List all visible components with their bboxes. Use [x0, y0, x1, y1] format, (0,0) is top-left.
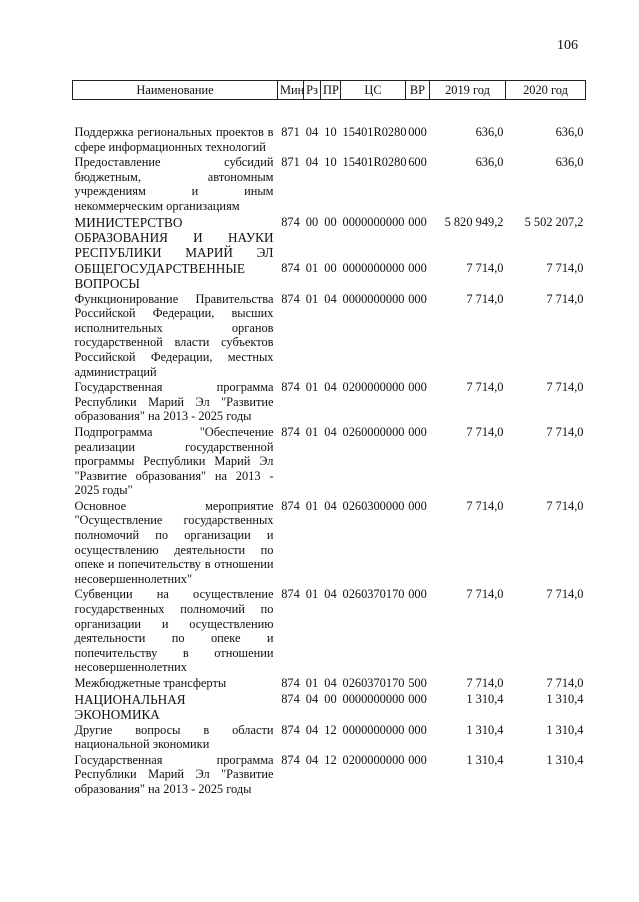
row-vr: 000 — [408, 380, 427, 395]
row-2020: 7 714,0 — [546, 291, 584, 306]
row-min: 871 — [281, 125, 300, 139]
row-2020: 5 502 207,2 — [524, 214, 584, 229]
row-pr: 12 — [324, 722, 337, 737]
row-2019: 1 310,4 — [466, 752, 504, 767]
row-cs: 15401R0280 — [342, 125, 407, 139]
row-rz: 04 — [305, 722, 319, 737]
row-cs: 0200000000 — [342, 752, 405, 767]
table-row — [73, 154, 586, 213]
row-rz: 04 — [305, 691, 319, 706]
row-pr: 04 — [324, 424, 337, 439]
row-2020: 7 714,0 — [546, 587, 584, 602]
header-vr: ВР — [406, 81, 430, 100]
table-row — [73, 291, 586, 380]
row-cs: 0260370170 — [342, 587, 405, 602]
row-2019: 5 820 949,2 — [444, 214, 504, 229]
table-row — [73, 586, 586, 675]
row-cs: 15401R0280 — [342, 155, 407, 170]
row-min: 874 — [281, 691, 300, 706]
row-vr: 000 — [408, 691, 427, 706]
row-pr: 04 — [324, 380, 337, 395]
table-row — [73, 675, 586, 691]
row-cs: 0260370170 — [342, 676, 405, 690]
row-2019: 7 714,0 — [466, 260, 504, 275]
row-2020: 7 714,0 — [546, 260, 584, 275]
table-header-row — [73, 81, 586, 100]
header-pr: ПР — [321, 81, 341, 100]
table-row — [73, 100, 586, 155]
row-pr: 04 — [324, 676, 337, 690]
table-row — [73, 722, 586, 752]
row-pr: 00 — [324, 691, 337, 706]
table-row — [73, 752, 586, 797]
row-2019: 7 714,0 — [466, 291, 504, 306]
row-min: 874 — [281, 722, 300, 737]
row-2020: 7 714,0 — [546, 380, 584, 395]
row-2019: 636,0 — [475, 155, 504, 170]
table-row — [73, 379, 586, 424]
row-2020: 1 310,4 — [546, 722, 584, 737]
row-2019: 1 310,4 — [466, 722, 504, 737]
row-vr: 000 — [408, 260, 427, 275]
row-vr: 000 — [408, 752, 427, 767]
row-cs: 0000000000 — [342, 214, 405, 229]
row-min: 874 — [281, 424, 300, 439]
row-rz: 04 — [305, 752, 319, 767]
row-pr: 10 — [324, 155, 337, 170]
row-rz: 01 — [305, 676, 319, 690]
header-min: Мин — [278, 81, 304, 100]
row-rz: 04 — [305, 125, 319, 139]
row-name: МИНИСТЕРСТВО ОБРАЗОВАНИЯ И НАУКИ РЕСПУБЛИКИ МАРИЙ ЭЛ — [74, 214, 274, 260]
row-cs: 0000000000 — [342, 260, 405, 275]
row-cs: 0000000000 — [342, 691, 405, 706]
row-min: 871 — [281, 155, 300, 170]
table-row — [73, 424, 586, 498]
row-rz: 04 — [305, 155, 319, 170]
table-row — [73, 260, 586, 291]
row-rz: 01 — [305, 498, 319, 513]
header-rz: Рз — [304, 81, 321, 100]
row-name: Другие вопросы в области национальной экономики — [74, 722, 274, 752]
row-pr: 10 — [324, 125, 337, 139]
page-number: 106 — [557, 38, 578, 53]
row-2019: 7 714,0 — [466, 676, 504, 690]
table-row — [73, 498, 586, 587]
row-min: 874 — [281, 291, 300, 306]
row-min: 874 — [281, 380, 300, 395]
row-2020: 636,0 — [555, 155, 584, 170]
row-cs: 0260000000 — [342, 424, 405, 439]
row-rz: 01 — [305, 380, 319, 395]
row-vr: 600 — [408, 155, 427, 170]
row-pr: 04 — [324, 587, 337, 602]
row-2020: 1 310,4 — [546, 691, 584, 706]
row-name: ОБЩЕГОСУДАРСТВЕННЫЕ ВОПРОСЫ — [74, 260, 245, 291]
row-2020: 7 714,0 — [546, 498, 584, 513]
row-min: 874 — [281, 498, 300, 513]
table-row — [73, 214, 586, 260]
header-2020: 2020 год — [506, 81, 586, 100]
row-cs: 0000000000 — [342, 722, 405, 737]
table-row — [73, 691, 586, 722]
budget-table — [72, 80, 586, 797]
row-pr: 00 — [324, 214, 337, 229]
row-name: НАЦИОНАЛЬНАЯ ЭКОНОМИКА — [74, 691, 186, 722]
row-2020: 7 714,0 — [546, 676, 584, 690]
row-name: Государственная программа Республики Марий Эл "Развитие образования" на 2013 - 2025 годы — [74, 380, 274, 424]
row-pr: 04 — [324, 291, 337, 306]
row-name: Межбюджетные трансферты — [74, 676, 227, 690]
row-2019: 7 714,0 — [466, 380, 504, 395]
row-name: Государственная программа Республики Марий Эл "Развитие образования" на 2013 - 2025 годы — [74, 752, 274, 796]
row-rz: 01 — [305, 260, 319, 275]
row-vr: 000 — [408, 291, 427, 306]
row-2020: 7 714,0 — [546, 424, 584, 439]
row-2020: 636,0 — [555, 125, 584, 139]
row-pr: 12 — [324, 752, 337, 767]
row-vr: 000 — [408, 587, 427, 602]
row-2019: 636,0 — [475, 125, 504, 139]
row-vr: 000 — [408, 424, 427, 439]
row-name: Основное мероприятие "Осуществление государственных полномочий по организации и осуществлению деятельности по опеке и попечительству в отношении несовершеннолетних" — [74, 498, 274, 586]
row-vr: 000 — [408, 498, 427, 513]
row-name: Субвенции на осуществление государственных полномочий по организации и осуществлению деятельности по опеке и попечительству в отношении несовершеннолетних — [74, 587, 274, 675]
row-min: 874 — [281, 676, 300, 690]
row-2019: 7 714,0 — [466, 498, 504, 513]
header-cs: ЦС — [341, 81, 406, 100]
row-name: Поддержка региональных проектов в сфере информационных технологий — [74, 125, 274, 154]
header-2019: 2019 год — [430, 81, 506, 100]
row-vr: 500 — [408, 676, 427, 690]
row-rz: 01 — [305, 291, 319, 306]
row-cs: 0000000000 — [342, 291, 405, 306]
header-name: Наименование — [73, 81, 278, 100]
row-vr: 000 — [408, 722, 427, 737]
row-rz: 01 — [305, 424, 319, 439]
row-2019: 1 310,4 — [466, 691, 504, 706]
row-name: Предоставление субсидий бюджетным, автономным учреждениям и иным некоммерческим организациям — [74, 155, 274, 213]
row-vr: 000 — [408, 125, 427, 139]
row-name: Подпрограмма "Обеспечение реализации государственной программы Республики Марий Эл "Развитие образования" на 2013 - 2025 годы" — [74, 424, 274, 498]
row-cs: 0200000000 — [342, 380, 405, 395]
row-pr: 04 — [324, 498, 337, 513]
row-vr: 000 — [408, 214, 427, 229]
row-rz: 01 — [305, 587, 319, 602]
row-2020: 1 310,4 — [546, 752, 584, 767]
row-min: 874 — [281, 752, 300, 767]
row-2019: 7 714,0 — [466, 587, 504, 602]
row-2019: 7 714,0 — [466, 424, 504, 439]
row-name: Функционирование Правительства Российской Федерации, высших исполнительных органов государственной власти субъектов Российской Федерации, местных администраций — [74, 291, 274, 379]
row-cs: 0260300000 — [342, 498, 405, 513]
row-rz: 00 — [305, 214, 319, 229]
row-min: 874 — [281, 214, 300, 229]
row-min: 874 — [281, 260, 300, 275]
row-min: 874 — [281, 587, 300, 602]
row-pr: 00 — [324, 260, 337, 275]
